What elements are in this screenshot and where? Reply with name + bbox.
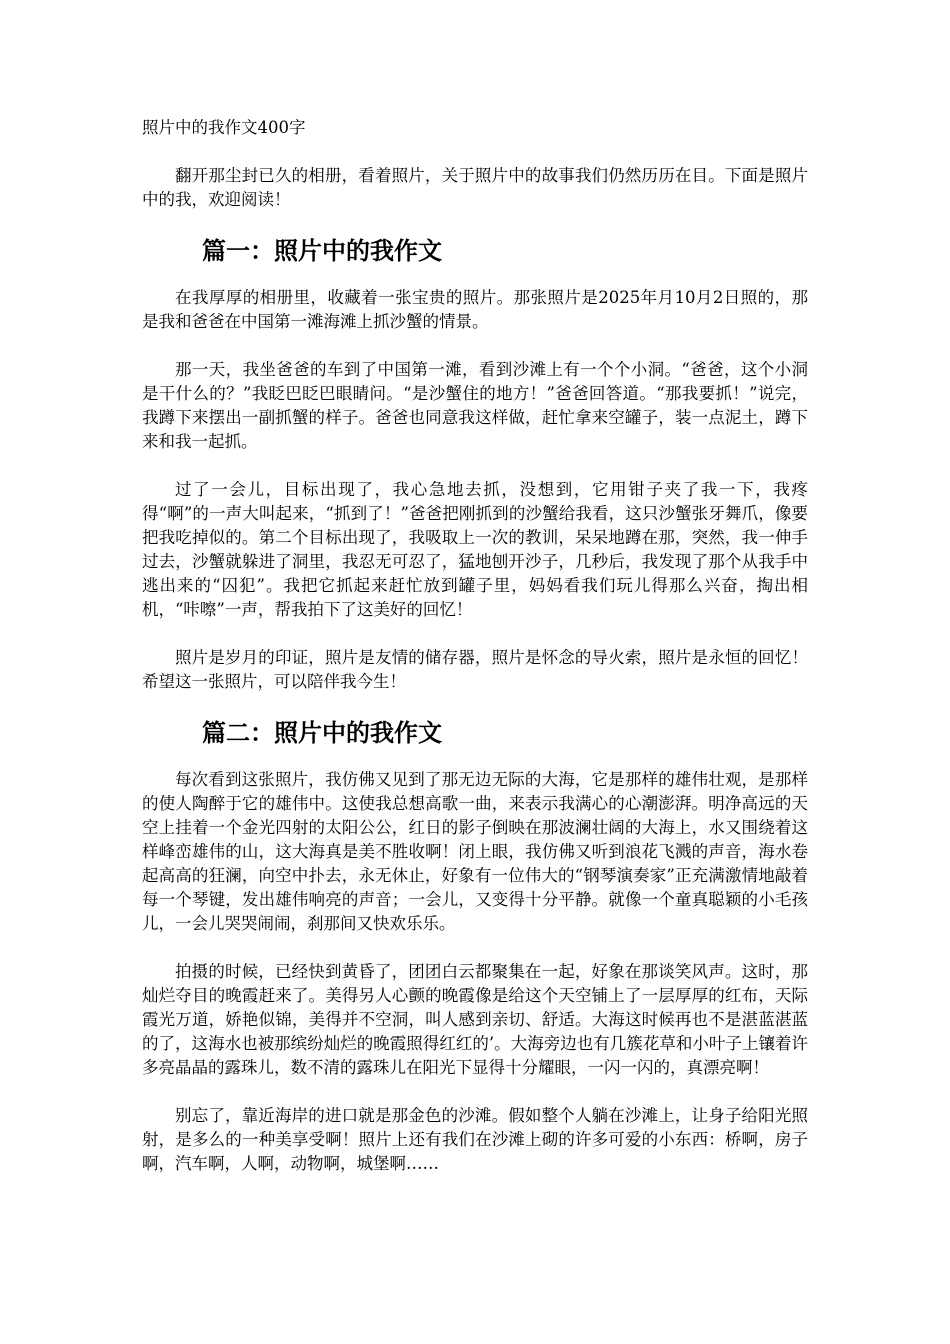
section-heading-1: 篇一：照片中的我作文 xyxy=(202,237,442,265)
document-title: 照片中的我作文400字 xyxy=(142,118,306,137)
section-2-paragraph-1: 每次看到这张照片，我仿佛又见到了那无边无际的大海，它是那样的雄伟壮观，是那样的使人陶醉于它的雄伟中。这使我总想高歌一曲，来表示我满心的心潮澎湃。明净高远的天空上挂着一个金光四射的太阳公公，红日的影子倒映在那波澜壮阔的大海上，水又围绕着这样峰峦雄伟的山，这大海真是美不胜收啊！闭上眼，我仿佛又听到浪花飞溅的声音，海水卷起高高的狂澜，向空中扑去，永无休止，好象有一位伟大的“钢琴演奏家”正充满激情地敲着每一个琴键，发出雄伟响亮的声音；一会儿，又变得十分平静。就像一个童真聪颖的小毛孩儿，一会儿哭哭闹闹，刹那间又快欢乐乐。 xyxy=(142,770,808,933)
intro-paragraph: 翻开那尘封已久的相册，看着照片，关于照片中的故事我们仍然历历在目。下面是照片中的我，欢迎阅读！ xyxy=(142,166,808,209)
section-1-paragraph-2: 那一天，我坐爸爸的车到了中国第一滩，看到沙滩上有一个个小洞。“爸爸，这个小洞是干什么的？”我眨巴眨巴眼睛问。“是沙蟹住的地方！”爸爸回答道。“那我要抓！”说完，我蹲下来摆出一副抓蟹的样子。爸爸也同意我这样做，赶忙拿来空罐子，装一点泥土，蹲下来和我一起抓。 xyxy=(142,360,808,451)
section-2-paragraph-3: 别忘了，靠近海岸的进口就是那金色的沙滩。假如整个人躺在沙滩上，让身子给阳光照射，是多么的一种美享受啊！照片上还有我们在沙滩上砌的许多可爱的小东西：桥啊，房子啊，汽车啊，人啊，动物啊，城堡啊…… xyxy=(142,1106,808,1173)
section-1-paragraph-1: 在我厚厚的相册里，收藏着一张宝贵的照片。那张照片是2025年月10月2日照的，那是我和爸爸在中国第一滩海滩上抓沙蟹的情景。 xyxy=(142,288,808,331)
section-1-paragraph-3: 过了一会儿，目标出现了，我心急地去抓，没想到，它用钳子夹了我一下，我疼得“啊”的一声大叫起来，“抓到了！”爸爸把刚抓到的沙蟹给我看，这只沙蟹张牙舞爪，像要把我吃掉似的。第二个目标出现了，我吸取上一次的教训，呆呆地蹲在那，突然，我一伸手过去，沙蟹就躲进了洞里，我忍无可忍了，猛地刨开沙子，几秒后，我发现了那个从我手中逃出来的“囚犯”。我把它抓起来赶忙放到罐子里，妈妈看我们玩儿得那么兴奋，掏出相机，“咔嚓”一声，帮我拍下了这美好的回忆！ xyxy=(142,480,808,619)
section-1-paragraph-4: 照片是岁月的印证，照片是友情的储存器，照片是怀念的导火索，照片是永恒的回忆！希望这一张照片，可以陪伴我今生！ xyxy=(142,648,808,691)
document-page xyxy=(142,112,808,1176)
section-heading-2: 篇二：照片中的我作文 xyxy=(202,719,442,747)
section-2-paragraph-2: 拍摄的时候，已经快到黄昏了，团团白云都聚集在一起，好象在那谈笑风声。这时，那灿烂夺目的晚霞赶来了。美得另人心颤的晚霞像是给这个天空铺上了一层厚厚的红布，天际霞光万道，娇艳似锦，美得并不空洞，叫人感到亲切、舒适。大海这时候再也不是湛蓝湛蓝的了，这海水也被那缤纷灿烂的晚霞照得红红的’。大海旁边也有几簇花草和小叶子上镶着许多亮晶晶的露珠儿，数不清的露珠儿在阳光下显得十分耀眼，一闪一闪的，真漂亮啊！ xyxy=(142,962,808,1077)
